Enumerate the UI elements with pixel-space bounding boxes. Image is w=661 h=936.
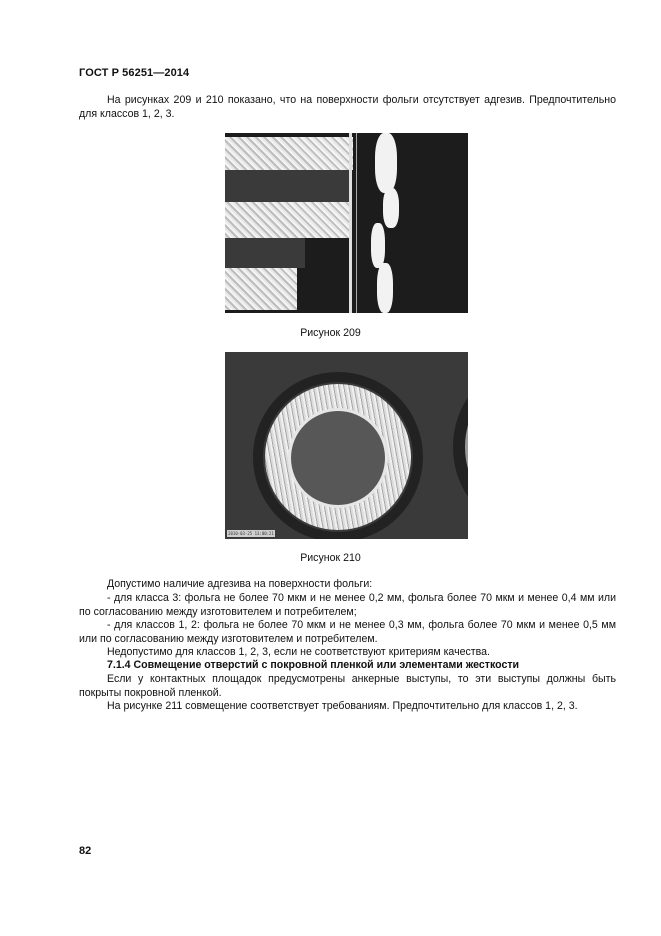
image-timestamp: 2010-03-25 13:00:21 xyxy=(228,531,274,536)
class3-rule: - для класса 3: фольга не более 70 мкм и не менее 0,2 мм, фольга более 70 мкм и менее 0,4 мм или по согласованию между изготовителем и потребителем; xyxy=(79,592,616,618)
figure-210-image xyxy=(225,352,468,539)
intro-paragraph: На рисунках 209 и 210 показано, что на поверхности фольги отсутствует адгезив. Предпочтительно для классов 1, 2, 3. xyxy=(79,94,616,120)
page-number: 82 xyxy=(79,845,92,857)
class12-rule: - для классов 1, 2: фольга не более 70 мкм и не менее 0,3 мм, фольга более 70 мкм и менее 0,5 мм или по согласованию между изготовителем и потребителем. xyxy=(79,619,616,645)
allowed-intro: Допустимо наличие адгезива на поверхности фольги: xyxy=(107,578,373,590)
figure-209-caption: Рисунок 209 xyxy=(300,327,361,339)
section-heading: 7.1.4 Совмещение отверстий с покровной пленкой или элементами жесткости xyxy=(107,659,520,671)
document-header: ГОСТ Р 56251—2014 xyxy=(79,67,190,79)
anchor-paragraph: Если у контактных площадок предусмотрены анкерные выступы, то эти выступы должны быть покрыты покровной пленкой. xyxy=(79,673,616,699)
not-allowed-paragraph: Недопустимо для классов 1, 2, 3, если не соответствуют критериям качества. xyxy=(107,646,490,658)
figure-209-image xyxy=(225,133,468,313)
fig211-paragraph: На рисунке 211 совмещение соответствует требованиям. Предпочтительно для классов 1, 2, 3. xyxy=(107,700,578,712)
figure-210-caption: Рисунок 210 xyxy=(300,552,361,564)
